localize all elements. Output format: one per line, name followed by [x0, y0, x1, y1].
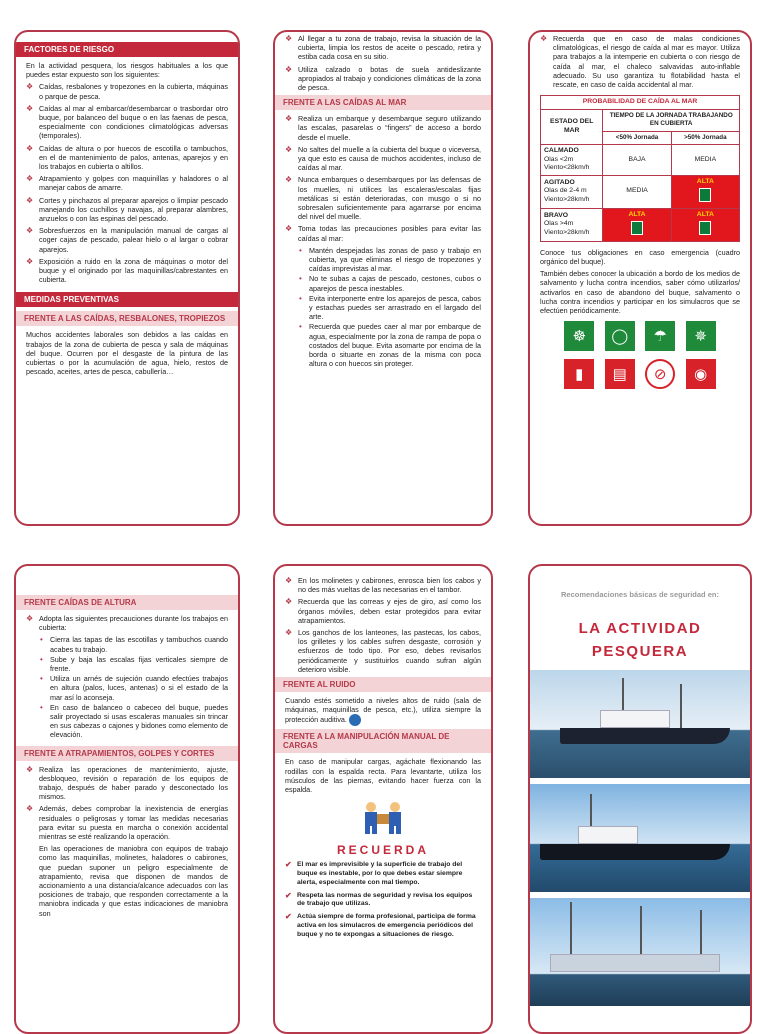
workers-illustration — [285, 800, 481, 841]
cell-value: ALTA — [628, 210, 646, 218]
list-item: • No te subas a cajas de pescado, cestones, cubos o aparejos de pesca inestables. — [299, 274, 481, 292]
list-item: • Mantén despejadas las zonas de paso y trabajo en cubierta, ya que eliminas el riesgo de tropezones y caídas imprevistas al mar. — [299, 246, 481, 274]
panel-cover — [528, 564, 752, 1034]
table-title: PROBABILIDAD DE CAÍDA AL MAR — [541, 96, 740, 110]
row-wind: Viento<28km/h — [544, 164, 590, 172]
list-item: ❖ Adopta las siguientes precauciones durante los trabajos en cubierta: — [26, 614, 228, 632]
atrapamientos-text: En las operaciones de maniobra con equipos de trabajo como las maquinillas, molinetes, haladores o cabirones, que puedan suponer un peligro especialmente de atrapamiento, revisa que disponen de mandos de accionamiento a una distancia/alcance adecuados con las posiciones de trabajo, que responden correctamente a la maniobra indicada y que estas indicaciones de maniobra son — [39, 844, 228, 918]
list-item: ✔ Respeta las normas de seguridad y revisa los equipos de trabajo que utilizas. — [285, 892, 481, 910]
fire-alarm-icon: ◉ — [686, 359, 716, 389]
list-item: ❖ En los molinetes y cabirones, enrosca bien los cabos y no des más vueltas de las necesarias en el tambor. — [285, 576, 481, 594]
cell-value: BAJA — [603, 145, 671, 176]
altura-header: FRENTE CAÍDAS DE ALTURA — [16, 595, 238, 610]
list-item: ❖ Recuerda que en caso de malas condiciones climatológicas, el riesgo de caída al mar es mayor. Utiliza para trabajos a la intemperie en cubierta o con riesgo de caída al mar, el chaleco salvavidas auto-inflable adecuado. Su uso garantiza tu flotabilidad hasta el rescate, en caso de caída accidental al mar. — [540, 34, 740, 89]
cell-alta — [671, 175, 739, 208]
cover-subtitle: Recomendaciones básicas de seguridad en: — [561, 590, 719, 599]
cell-alta — [671, 208, 739, 241]
recuerda-title: RECUERDA — [336, 843, 429, 858]
row-name: CALMADO — [544, 147, 579, 155]
cell-alta — [603, 208, 671, 241]
list-item: • En caso de balanceo o cabeceo del buque, puedes salir proyectado si usas escaleras manuales sin trincar en sus cabezas o cajones y bidones como elemento de elevación. — [40, 703, 228, 740]
medidas-header: MEDIDAS PREVENTIVAS — [16, 292, 238, 307]
fire-signs-row — [540, 359, 740, 389]
list-item: ❖ Toma todas las precauciones posibles para evitar las caídas al mar: — [285, 224, 481, 242]
col-less: <50% Jornada — [603, 131, 671, 145]
ruido-header: FRENTE AL RUIDO — [275, 677, 491, 692]
cargas-text: En caso de manipular cargas, agáchate flexionando las rodillas con la espalda recta. Para levantarte, utiliza los músculos de las piernas, evitando hacer fuerza con la espalda. — [285, 757, 481, 795]
atrapamientos-header: FRENTE A ATRAPAMIENTOS, GOLPES Y CORTES — [16, 746, 238, 761]
list-item: • Sube y baja las escalas fijas verticales siempre de frente. — [40, 655, 228, 673]
factores-intro: En la actividad pesquera, los riesgos habituales a los que puedes estar expuesto son los siguientes: — [26, 61, 228, 80]
list-item: ❖ Caídas, resbalones y tropezones en la cubierta, máquinas o parque de pesca. — [26, 82, 228, 100]
atrapamientos-list — [26, 765, 228, 842]
cover-title-line1: LA ACTIVIDAD — [578, 620, 702, 637]
panel-ruido-cargas — [273, 564, 493, 1034]
row-waves: Olas >4m — [544, 220, 574, 228]
flare-icon: ✵ — [686, 321, 716, 351]
list-item: ❖ Los ganchos de los lanteones, las pastecas, los cabos, los grilletes y los cables sufren desgaste, corrosión y esfuerzos de todo tipo. Por eso, debes revisarlos periódicamente y sustituirlos cuando sufran algún deterioro visible. — [285, 628, 481, 674]
fire-hose-icon: ▤ — [605, 359, 635, 389]
cell-value: MEDIA — [671, 145, 739, 176]
list-item: ❖ Atrapamiento y golpes con maquinillas y haladores o al manejar cabos de amarre. — [26, 174, 228, 192]
row-waves: Olas <2m — [544, 155, 574, 163]
list-item: ✔ Actúa siempre de forma profesional, participa de forma activa en los simulacros de emergencia periódicos del buque y no te expongas a situaciones de riesgo. — [285, 913, 481, 939]
col-more: >50% Jornada — [671, 131, 739, 145]
cell-value: ALTA — [696, 177, 714, 185]
list-item: ❖ No saltes del muelle a la cubierta del buque o viceversa, ya que esto es causa de muchos accidentes, incluso de caídas al mar. — [285, 145, 481, 173]
recuerda-checklist — [285, 861, 481, 939]
list-item: ❖ Realiza las operaciones de mantenimiento, ajuste, desbloqueo, revisión o reparación de los equipos de trabajo, después de haber parado y desconectado los mismos. — [26, 765, 228, 802]
workers-icon — [355, 800, 411, 836]
no-smoking-icon: ⊘ — [645, 359, 675, 389]
parachute-flare-icon: ☂ — [645, 321, 675, 351]
col-tiempo: TIEMPO DE LA JORNADA TRABAJANDO EN CUBIERTA — [603, 109, 740, 131]
ubicacion-text: También debes conocer la ubicación a bordo de los medios de salvamento y lucha contra incendios, saber cómo utilizarlos/ activarlos en caso de abandono del buque, salvamento o lucha contra incendios y participar en los simulacros que se efectúen periódicamente. — [540, 269, 740, 315]
list-item: ❖ Sobresfuerzos en la manipulación manual de cargas al coger cajas de pescado, palear hielo o al largar o cobrar aparejos. — [26, 226, 228, 254]
altura-sub-list — [40, 635, 228, 739]
row-name: BRAVO — [544, 211, 569, 219]
cover-title-line2: PESQUERA — [591, 643, 689, 660]
list-item: ❖ Utiliza calzado o botas de suela antideslizante apropiados al trabajo y condiciones climáticas de la zona de pesca. — [285, 65, 481, 93]
list-item: • Evita interponerte entre los aparejos de pesca, cabos y estachas puedes ser arrastrado en el largado del arte. — [299, 294, 481, 322]
probability-table — [540, 95, 740, 242]
list-item: ✔ El mar es imprevisible y la superficie de trabajo del buque es inestable, por lo que debes estar siempre alerta, especialmente con mal tiempo. — [285, 861, 481, 887]
altura-list — [26, 614, 228, 632]
ruido-text-content: Cuando estés sometido a niveles altos de ruido (sala de máquinas, maquinillas de pesca, etc.), utiliza siempre la protección auditiva. — [285, 696, 481, 725]
list-item: ❖ Recuerda que las correas y ejes de giro, así como los órganos móviles, deben estar protegidos para evitar atrapamientos. — [285, 597, 481, 625]
list-item: ❖ Cortes y pinchazos al preparar aparejos o limpiar pescado manejando los cuchillos y navajas, al preparar alambres, anzuelos o con las espinas del pescado. — [26, 196, 228, 224]
precaution-list — [299, 246, 481, 369]
row-wind: Viento>28km/h — [544, 195, 590, 203]
molinetes-list — [285, 576, 481, 674]
row-waves: Olas de 2-4 m — [544, 187, 587, 195]
list-item: ❖ Además, debes comprobar la inexistencia de energías residuales o peligrosas y tomar las medidas necesarias para evitar su puesta en marcha o conexión accidental mientras se esté realizando la operación. — [26, 804, 228, 841]
list-item: ❖ Exposición a ruido en la zona de máquinas o motor del buque y el originado por las maquinillas/cabrestantes en cubierta. — [26, 257, 228, 285]
exit-icon — [699, 221, 711, 235]
fishing-vessel-photo-1 — [530, 670, 750, 778]
list-item: • Cierra las tapas de las escotillas y tambuchos cuando acabes tu trabajo. — [40, 635, 228, 653]
factores-header: FACTORES DE RIESGO — [16, 42, 238, 57]
panel-caidas-altura — [14, 564, 240, 1034]
caidas-text: Muchos accidentes laborales son debidos a las caídas en trabajos de la zona de cubierta de pesca y sala de máquinas del buque. Ocurren por el desgaste de la pintura de las cubiertas o por la acumulación de agua, hielo, restos de pescado, aceites, artes de pesca, cabullería… — [26, 330, 228, 377]
exit-icon — [631, 221, 643, 235]
fishing-vessel-photo-3 — [530, 898, 750, 1006]
row-name: AGITADO — [544, 178, 575, 186]
list-item: ❖ Realiza un embarque y desembarque seguro utilizando las escalas, pasarelas o “fingers” de acceso a bordo desde el muelle. — [285, 114, 481, 142]
safety-signs-row — [540, 321, 740, 351]
table-row — [541, 208, 740, 241]
ear-protection-icon — [349, 714, 361, 726]
table-row — [541, 175, 740, 208]
mar-header: FRENTE A LAS CAÍDAS AL MAR — [275, 95, 491, 110]
lifebuoy-icon: ◯ — [605, 321, 635, 351]
obligaciones-text: Conoce tus obligaciones en caso emergencia (cuadro orgánico del buque). — [540, 247, 740, 266]
list-item: • Utiliza un arnés de sujeción cuando efectúes trabajos en altura (palos, luces, antenas) o si el estado de la mar así lo aconseja. — [40, 674, 228, 702]
table-row — [541, 145, 740, 176]
cell-value: MEDIA — [603, 175, 671, 208]
fishing-vessel-photo-2 — [530, 784, 750, 892]
cargas-header: FRENTE A LA MANIPULACIÓN MANUAL DE CARGAS — [275, 729, 491, 753]
panel-caidas-mar — [273, 30, 493, 526]
col-estado: ESTADO DEL MAR — [541, 109, 603, 145]
exit-icon — [699, 188, 711, 202]
panel-factores-riesgo — [14, 30, 240, 526]
list-item: • Recuerda que puedes caer al mar por embarque de agua, especialmente por la zona de rampa de popa o costados del buque. Evita asomarte por encima de la borda o situarte en zonas de la misma con poca altura o con huecos sin proteger. — [299, 322, 481, 368]
list-item: ❖ Caídas de altura o por huecos de escotilla o tambuchos, en el de mantenimiento de palos, antenas, aparejos y en los trabajos en cubierta o altillos. — [26, 144, 228, 172]
caidas-header: FRENTE A LAS CAÍDAS, RESBALONES, TROPIEZOS — [16, 311, 238, 326]
list-item: ❖ Nunca embarques o desembarques por las defensas de los muelles, ni utilices las escaleras/escalas fijas metálicas si están deterioradas, con musgo o si no sobresalen suficientemente para agarrarse por encima del nivel del muelle. — [285, 175, 481, 221]
panel-probabilidad — [528, 30, 752, 526]
deck-list — [285, 34, 481, 92]
row-wind: Viento>28km/h — [544, 228, 590, 236]
recuerda-list — [540, 34, 740, 89]
ruido-text — [285, 696, 481, 726]
cell-value: ALTA — [696, 210, 714, 218]
lifejacket-icon: ☸ — [564, 321, 594, 351]
mar-list — [285, 114, 481, 243]
list-item: ❖ Caídas al mar al embarcar/desembarcar o trasbordar otro buque, por balanceo del buque o en las faenas de pesca, especialmente con condiciones climatológicas adversas (temporales). — [26, 104, 228, 141]
list-item: ❖ Al llegar a tu zona de trabajo, revisa la situación de la cubierta, limpia los restos de aceite o pescado, retira y estiba cada cosa en su sitio. — [285, 34, 481, 62]
fire-extinguisher-icon: ▮ — [564, 359, 594, 389]
risk-list — [26, 82, 228, 284]
